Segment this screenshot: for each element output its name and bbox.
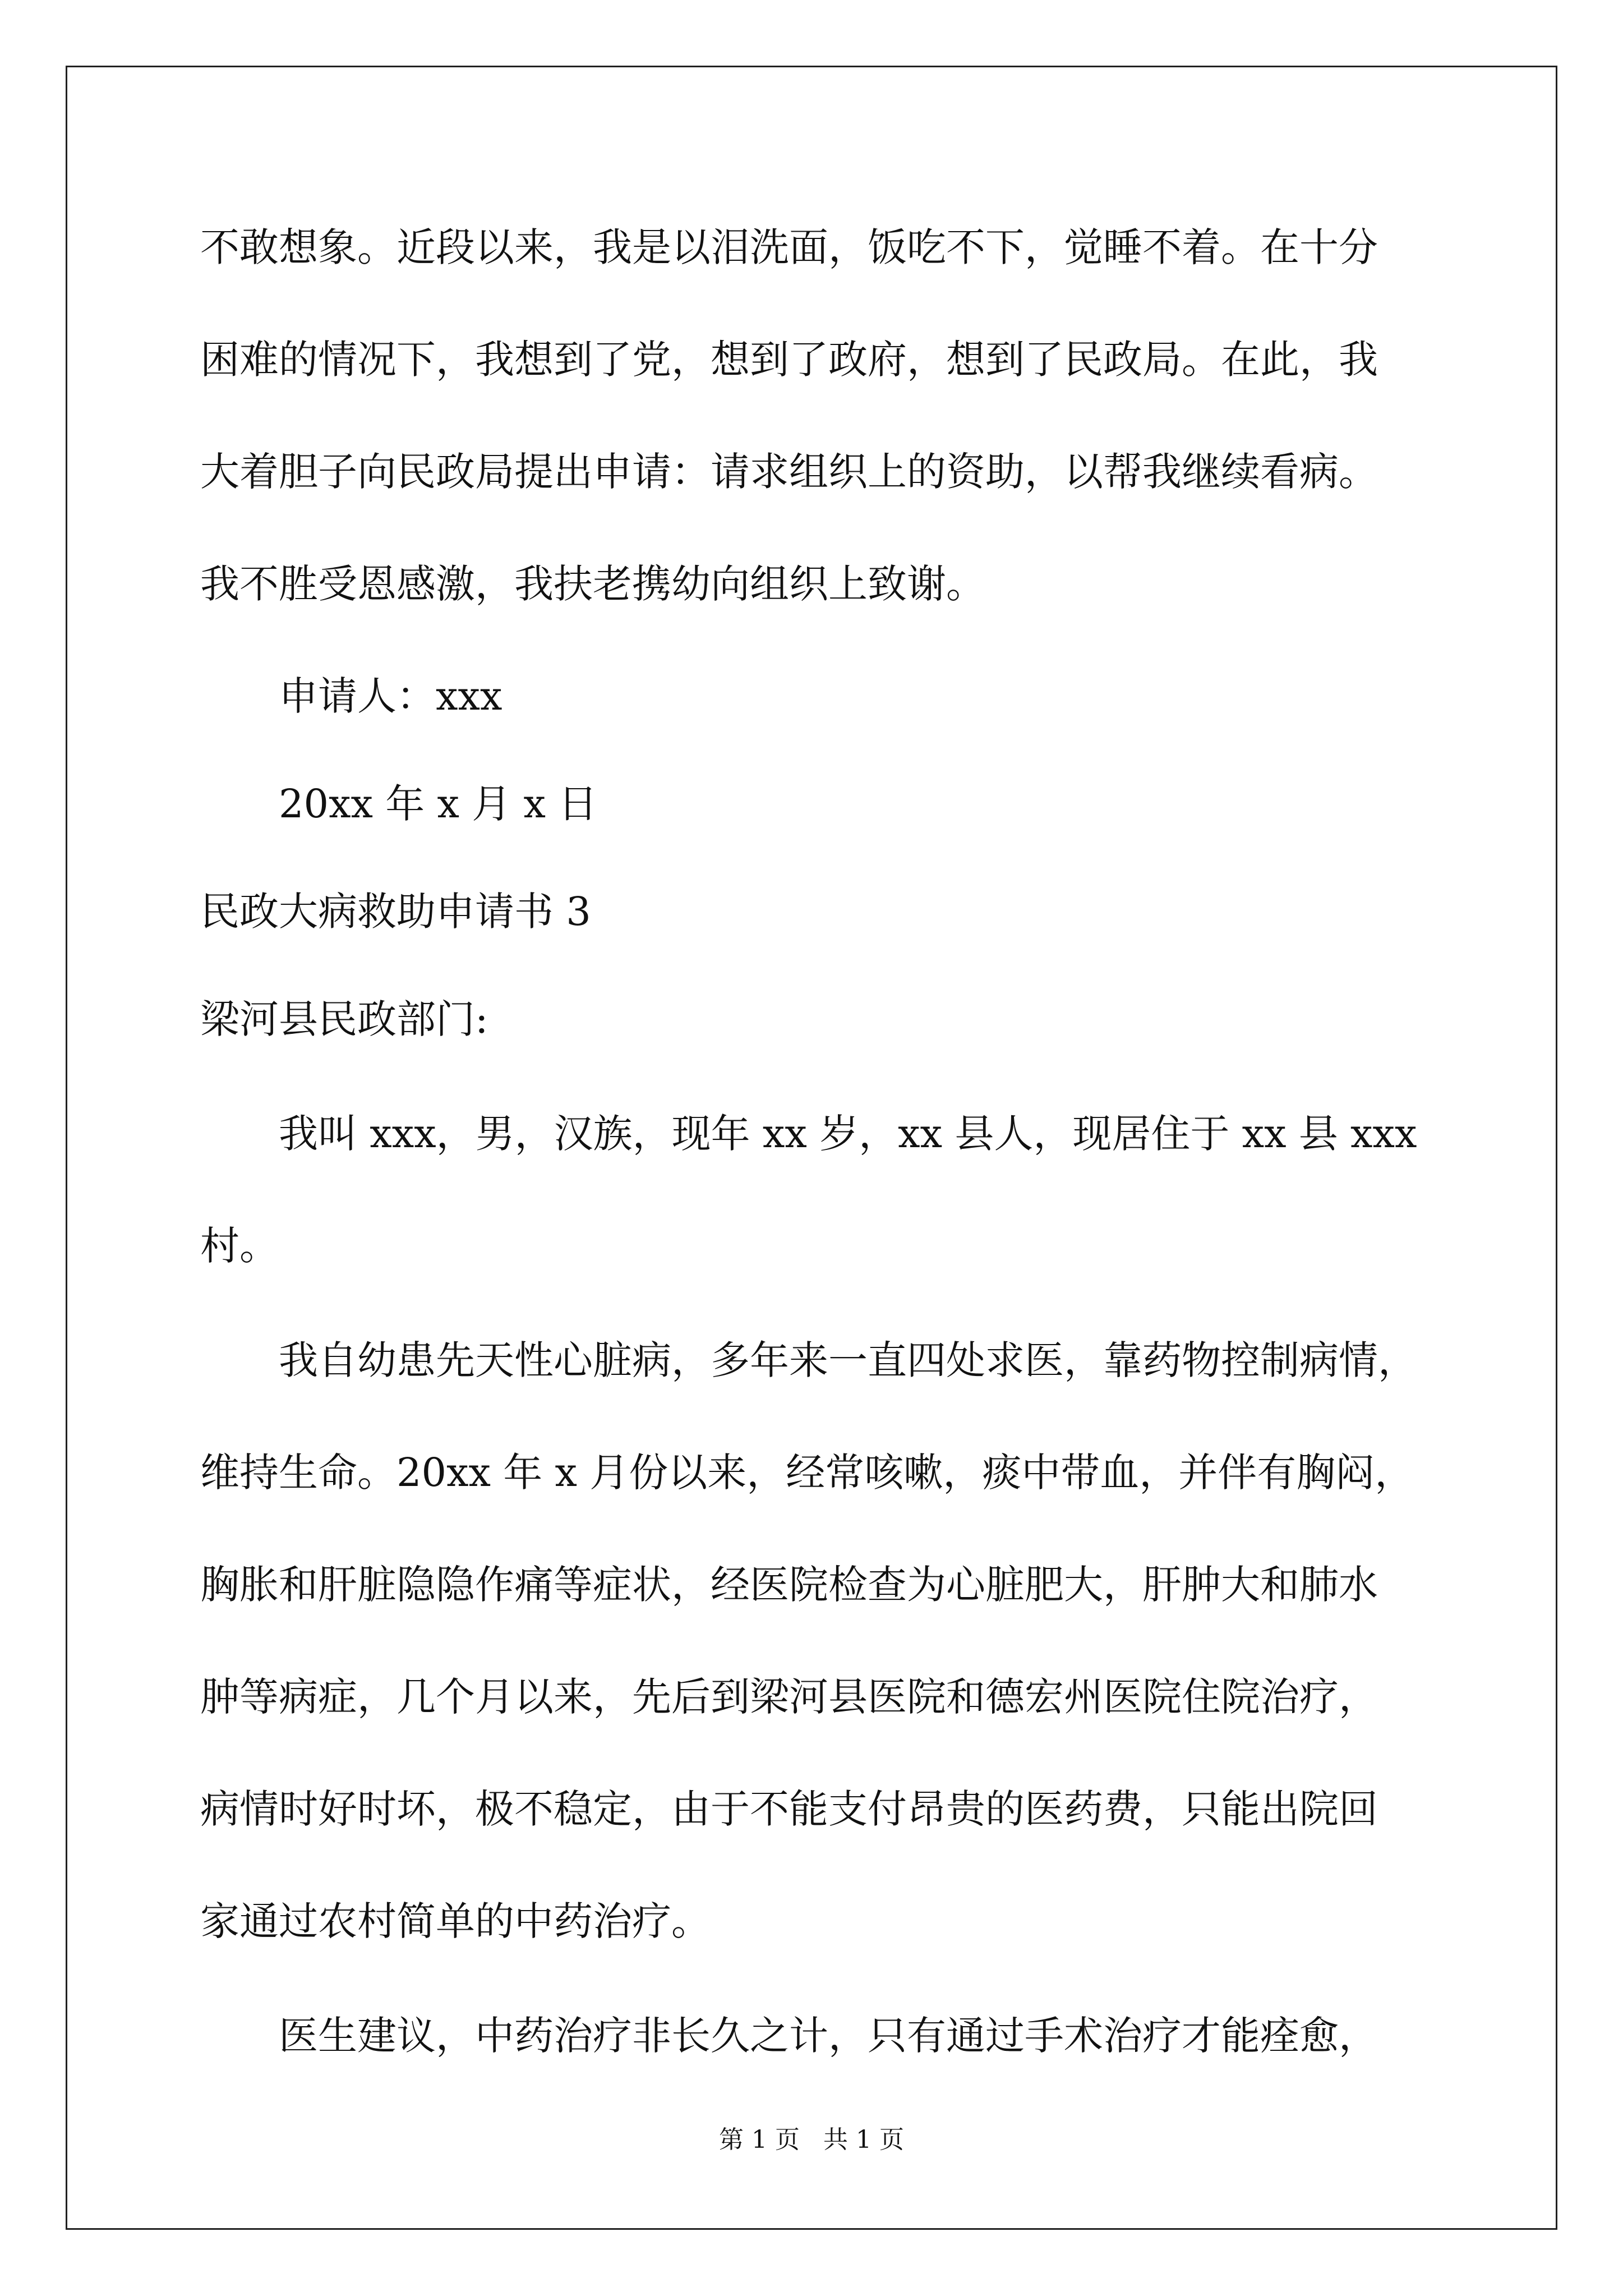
page-number-footer: 第 1 页 共 1 页 [719, 2125, 904, 2154]
body-text-line: 医生建议，中药治疗非长久之计，只有通过手术治疗才能痊愈， [279, 2013, 1378, 2059]
body-text-line: 维持生命。20xx 年 x 月份以来，经常咳嗽，痰中带血，并伴有胸闷， [200, 1450, 1414, 1496]
body-text-line: 村。 [200, 1223, 279, 1269]
body-text-line: 家通过农村简单的中药治疗。 [200, 1898, 711, 1944]
application-date: 20xx 年 x 月 x 日 [279, 781, 598, 827]
body-text-line: 病情时好时坏，极不稳定，由于不能支付昂贵的医药费，只能出院回 [200, 1786, 1378, 1832]
recipient-salutation: 梁河县民政部门: [200, 996, 488, 1042]
body-text-line: 我叫 xxx，男，汉族，现年 xx 岁，xx 县人，现居住于 xx 县 xxx [279, 1111, 1417, 1157]
body-text-line: 大着胆子向民政局提出申请：请求组织上的资助，以帮我继续看病。 [200, 449, 1378, 495]
body-text-line: 胸胀和肝脏隐隐作痛等症状，经医院检查为心脏肥大，肝肿大和肺水 [200, 1562, 1378, 1608]
body-text-line: 肿等病症，几个月以来，先后到梁河县医院和德宏州医院住院治疗， [200, 1674, 1378, 1720]
body-text-line: 我自幼患先天性心脏病，多年来一直四处求医，靠药物控制病情， [279, 1337, 1417, 1383]
body-text-line: 我不胜受恩感激，我扶老携幼向组织上致谢。 [200, 561, 985, 607]
body-text-line: 不敢想象。近段以来，我是以泪洗面，饭吃不下，觉睡不着。在十分 [200, 224, 1378, 270]
applicant-signature: 申请人：xxx [279, 673, 502, 719]
section-title: 民政大病救助申请书 3 [200, 889, 591, 935]
body-text-line: 困难的情况下，我想到了党，想到了政府，想到了民政局。在此，我 [200, 337, 1378, 383]
